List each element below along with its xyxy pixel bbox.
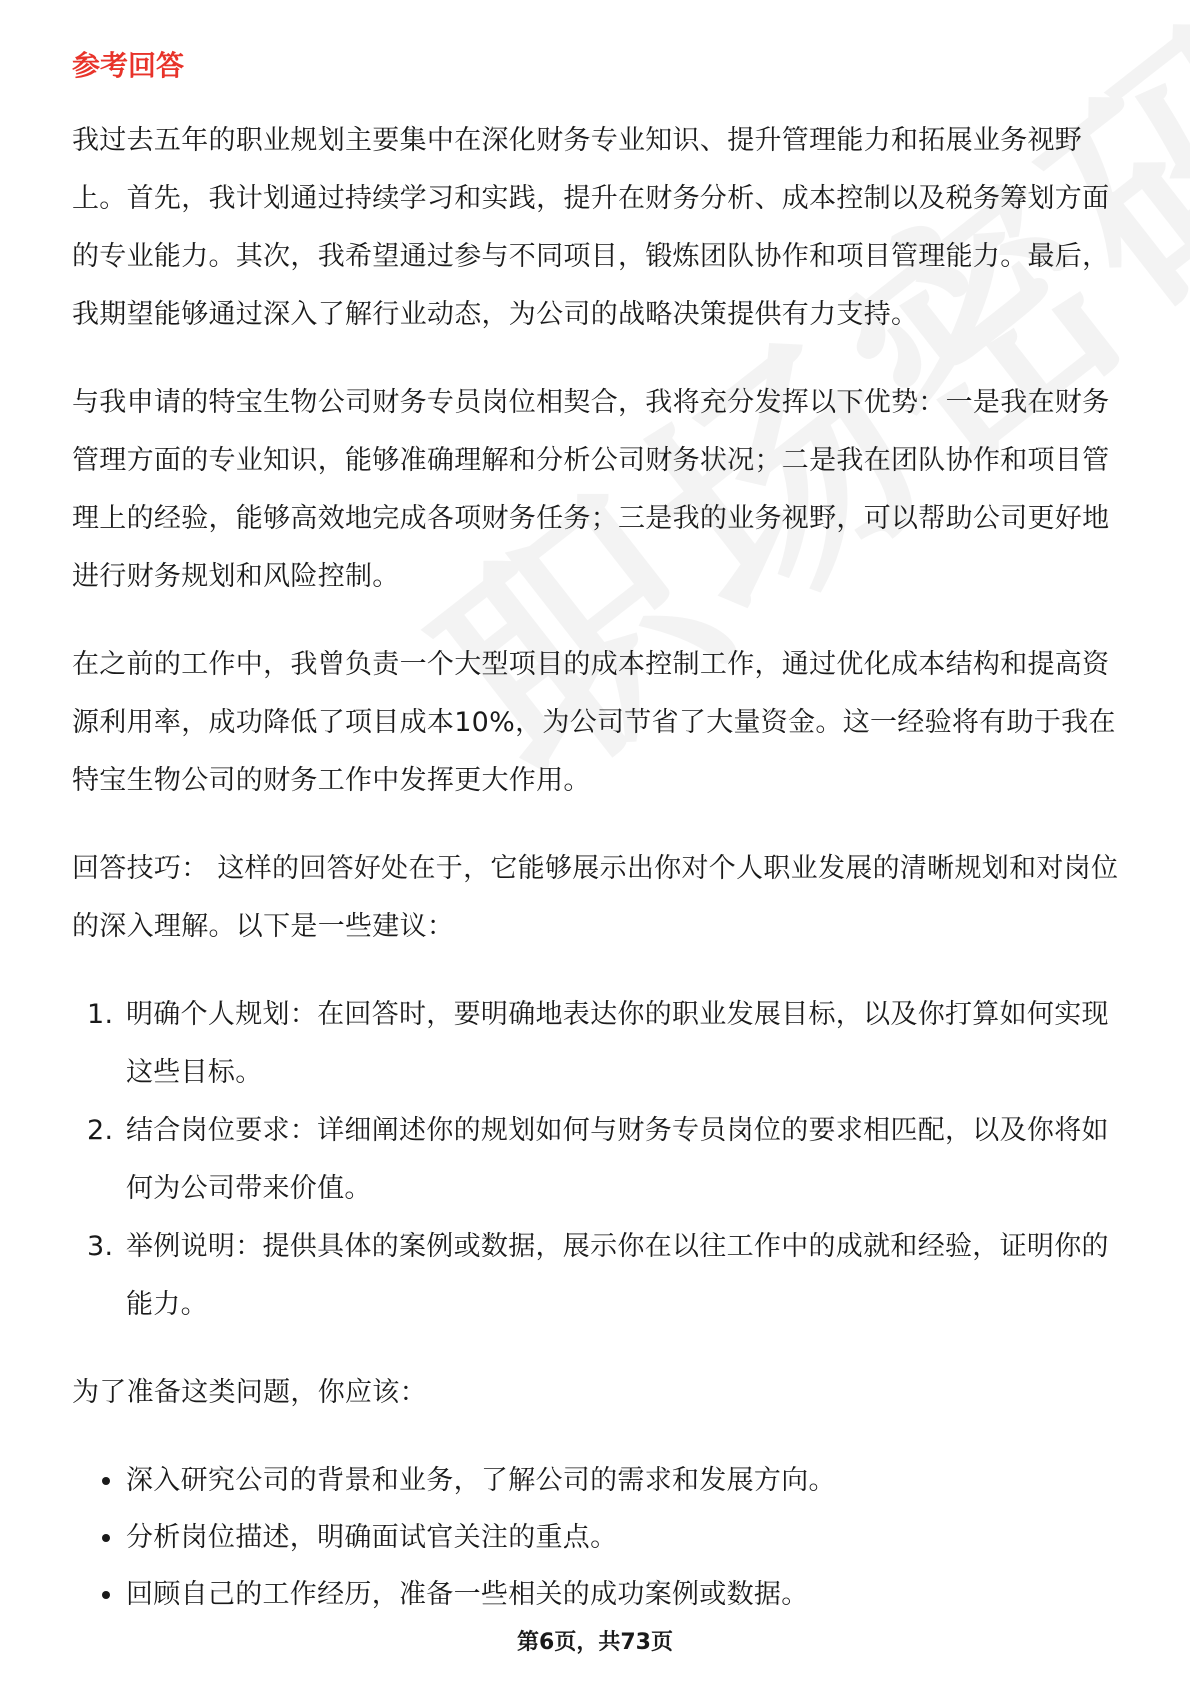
list-item-text: 深入研究公司的背景和业务，了解公司的需求和发展方向。 — [126, 1465, 836, 1496]
paragraph-strengths: 与我申请的特宝生物公司财务专员岗位相契合，我将充分发挥以下优势：一是我在财务管理方面的专业知识，能够准确理解和分析公司财务状况；二是我在团队协作和项目管理上的经验，能够高效地完成各项财务任务；三是我的业务视野，可以帮助公司更好地进行财务规划和风险控制。 — [72, 387, 1110, 592]
paragraph-answer-tips: 回答技巧： 这样的回答好处在于，它能够展示出你对个人职业发展的清晰规划和对岗位的深入理解。以下是一些建议： — [72, 853, 1119, 942]
list-item — [72, 1509, 1132, 1566]
bullet-list — [72, 1452, 1132, 1623]
paragraph-career-plan: 我过去五年的职业规划主要集中在深化财务专业知识、提升管理能力和拓展业务视野上。首先，我计划通过持续学习和实践，提升在财务分析、成本控制以及税务筹划方面的专业能力。其次，我希望通过参与不同项目，锻炼团队协作和项目管理能力。最后，我期望能够通过深入了解行业动态，为公司的战略决策提供有力支持。 — [72, 125, 1110, 330]
list-item-text: 结合岗位要求：详细阐述你的规划如何与财务专员岗位的要求相匹配，以及你将如何为公司带来价值。 — [126, 1115, 1109, 1204]
list-item-text: 分析岗位描述，明确面试官关注的重点。 — [126, 1522, 618, 1553]
list-number: 1. — [87, 999, 114, 1030]
list-item-text: 明确个人规划：在回答时，要明确地表达你的职业发展目标，以及你打算如何实现这些目标。 — [126, 999, 1109, 1088]
list-item-text: 回顾自己的工作经历，准备一些相关的成功案例或数据。 — [126, 1579, 809, 1610]
bullet-icon — [102, 1534, 110, 1542]
list-item — [72, 1218, 1132, 1334]
list-item — [72, 1102, 1132, 1218]
list-item — [72, 1452, 1132, 1509]
document-page — [72, 40, 1132, 1623]
list-item — [72, 1566, 1132, 1623]
bullet-icon — [102, 1477, 110, 1485]
bullet-icon — [102, 1591, 110, 1599]
list-number: 2. — [87, 1115, 114, 1146]
list-item — [72, 986, 1132, 1102]
paragraph-prepare-intro: 为了准备这类问题，你应该： — [72, 1377, 427, 1408]
paragraph-experience: 在之前的工作中，我曾负责一个大型项目的成本控制工作，通过优化成本结构和提高资源利用率，成功降低了项目成本10%，为公司节省了大量资金。这一经验将有助于我在特宝生物公司的财务工作中发挥更大作用。 — [72, 649, 1116, 796]
numbered-list — [72, 986, 1132, 1334]
page-number: 第6页，共73页 — [517, 1630, 673, 1655]
list-item-text: 举例说明：提供具体的案例或数据，展示你在以往工作中的成就和经验，证明你的能力。 — [126, 1231, 1109, 1320]
list-number: 3. — [87, 1231, 114, 1262]
section-heading: 参考回答 — [72, 49, 185, 82]
